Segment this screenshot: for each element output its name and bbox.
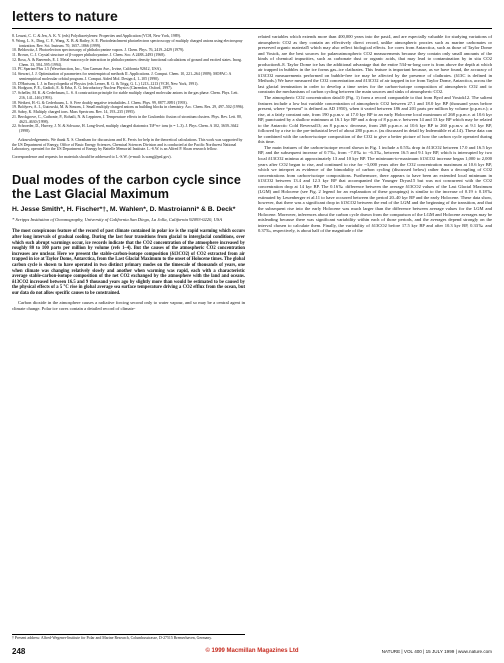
reference-item: 12. Rosa, A. & Baerends, E. J. Metal-macrocycle interaction in phthalocyanines: density functional calculations of ground and excited states. Inorg. Chem. 33, 584–595 (1994). bbox=[12, 57, 242, 67]
body-paragraph: The main features of the carbon-isotope record shown in Fig. 1 include a 0.5‰ drop in δ13CO2 between 17.0 and 16.5 kyr BP, and the subsequent increase of 0.7‰, from −7.0‰ to −6.3‰, between 16.5 and 9.1 kyr BP, which is interrupted by two local δ13CO2 minima at approximately 13 and 10 kyr BP. The minimum-to-maximum δ13CO2 increase began 1,000 to 2,000 years after CO2 began to rise, and continued to rise for ~3,000 years after the CO2 concentration maximum at 10.6 kyr BP, which we interpret as evidence of the bimodality of carbon cycling (discussed below) rather than a decoupling of CO2 concentrations from carbon-isotope compositions. Furthermore, there appears to have been an extended local minimum in δ13CO2 between 13.4 and 12.3 kyr BP that accompanied the Younger Dryas15 but was not concurrent with the CO2 concentration drop at 14 kyr BP. The 0.16‰ difference between the average δ13CO2 values of the Last Glacial Maximum (LGM) and Holocene (see Fig. 2 legend for an explanation of these groupings) is similar to the increase of 0.19 ± 0.18‰ estimated by Leuenberger et al.11 to have occurred between the period 20–40 kyr BP and the early Holocene. These data show, however, that there was a significant drop in δ13CO2 between the end of the LGM and the beginning of the transition, and that the subsequent rise into the early Holocene was much larger than the difference between average values for the LGM and Holocene. Moreover, inferences about the carbon cycle drawn from the comparison of the LGM and Holocene averages may be misleading because there was significant variability within each of those periods, and the averages depend strongly on the interval chosen to calculate them. Finally, the variability of δ13CO2 before 17.5 kyr BP and after 10.3 kyr BP, 0.33‰ and 0.37‰, respectively, is about half of the magnitude of the bbox=[258, 144, 492, 234]
footnote: † Present address: Alfred-Wegener-Institute for Polar and Marine Research, Columbusstrasse, D-27515 Bremerhaven, Germany. bbox=[12, 634, 245, 641]
reference-item: 10. Beldowitz, J. Photoelectron spectroscopy of phthalocyanine vapors. J. Chem. Phys. 76, 2419–2429 (1979). bbox=[12, 48, 185, 53]
journal-citation: NATURE | VOL 400 | 15 JULY 1999 | www.nature.com bbox=[381, 649, 492, 654]
reference-item: 15. D'Hartsons, I. J. in Encyclopedia of Physics (eds Lerner, R. G. & Trigg, G. L.) 1213–1213 (VCH, New York, 1991). bbox=[12, 81, 199, 86]
page-header bbox=[12, 8, 492, 28]
reference-item: 19. Boldyrev, A. I., Gutowski, M. & Simons, J. Small multiply charged anions as building blocks in chemistry. Acc. Chem. Res. 29, 497–502 (1996). bbox=[12, 105, 244, 110]
abstract: The most conspicuous feature of the record of past climate contained in polar ice is the rapid warming which occurs after long intervals of gradual cooling. During the last four transitions from glacial to interglacial conditions, over which such abrupt warmings occur, ice records indicate that the CO2 concentration of the atmosphere increased by roughly 80 to 100 parts per million by volume (refs 1–4). But the causes of the atmospheric CO2 concentration increases are unclear. Here we present the stable-carbon-isotope composition (δ13CO2) of CO2 extracted from air trapped in ice at Taylor Dome, Antarctica, from the Last Glacial Maximum to the onset of Holocene times. The global carbon cycle is shown to have operated in two distinct primary modes on the timescale of thousands of years, one when climate was changing relatively slowly and another when warming was rapid, each with a characteristic average stable-carbon-isotope composition of the net CO2 exchanged by the atmosphere with the land and oceans. δ13CO2 increased between 16.5 and 9 thousand years ago by slightly more than would be estimated to be caused by the physical effects of a 5 °C rise in global average sea surface temperature driving a CO2 efflux from the ocean, but our data do not allow specific causes to be constrained. bbox=[12, 229, 245, 296]
reference-item: 8. Leuzzi, C. C. & Jen, A. K. Y. (eds) Polydiacetylenes: Properties and Application (VCH, New York, 1989). bbox=[12, 34, 181, 38]
reference-item: 18. Weikert, H.-G. & Cederbaum, L. S. Free doubly negative tetrahalides. J. Chem. Phys. 99, 8877–8891 (1993). bbox=[12, 100, 188, 105]
reference-item: 17. Scheller, M. K. & Cederbaum, L. S. A construction principle for stable multiply charged molecular anions in the gas phase. Chem. Phys. Lett. 216, 141–146 (1993). bbox=[12, 91, 239, 100]
reference-item: 11. Brown, C. J. Crystal structure of β-copper phthalocyanine. J. Chem. Soc. A 2488–2493 (1968). bbox=[12, 53, 166, 57]
reference-item: 20. Sabry, K. Multiply charged ions. Mass Spectrom. Rev. 14, 193–235 (1995). bbox=[12, 110, 136, 114]
correspondence-note: Correspondence and requests for materials should be addressed to L.-S.W. (e-mail: ls.wang@pnl.gov). bbox=[12, 155, 172, 159]
affiliation: * Scripps Institution of Oceanography, University of California San Diego, La Jolla, California 92093-0220, USA bbox=[12, 216, 223, 222]
author-list: H. Jesse Smith*, H. Fischer*†, M. Wahlen*, D. Mastroianni* & B. Deck* bbox=[12, 205, 236, 213]
footnote-block bbox=[12, 634, 245, 646]
reference-item: 14. Stewart, J. J. Optimization of parameters for semiempirical methods II. Applications. J. Comput. Chem. 10, 221–264 (1989); MOPAC: A semiempirical molecular orbital program. J. Comput. Aided Mol. Design 4, 1–105 (1990). bbox=[12, 72, 232, 81]
page-number: 248 bbox=[12, 647, 26, 656]
reference-item: 9. Wong, L. S., Ding, C. F., Wang, X. B. & Bailey, S. E. Photodetachment photoelectron spectroscopy of multiply charged anions using electrospray ionization. Rev. Sci. Instrum. 70, 1657–1866 (1999). bbox=[12, 38, 243, 48]
copyright-notice: © 1999 Macmillan Magazines Ltd bbox=[205, 648, 299, 654]
intro-paragraph: Carbon dioxide in the atmosphere causes a radiative forcing second only to water vapour, and so may be a central agent in climate change. Polar ice cores contain a detailed record of climate- bbox=[12, 300, 245, 312]
header-rule bbox=[12, 28, 492, 29]
reference-list bbox=[12, 34, 245, 160]
left-column bbox=[12, 34, 245, 312]
section-title: letters to nature bbox=[12, 8, 118, 24]
body-paragraph: related variables which extends more than 400,000 years into the past4, and are especially valuable for studying variations of atmospheric CO2 as they contain an effectively direct record, unlike atmospheric proxies such as marine carbonates or preserved organic material5 which may also reflect biological effects. Ice cores from Antarctica, such as those of Taylor Dome and Vostok, are the best sources for palaeoatmospheric CO2 measurements because they contain only small amounts of the kinds of chemical impurities, such as carbonate dust or organic acids, that may lead to contamination by in situ CO2 production6–8. Taylor Dome ice has the additional advantage that the entire 534-m-long core is from above the depth at which air trapped in bubbles in the ice forms gas–ice clathrates. This feature is important because, as we have found, the accuracy of δ13CO2 measurements performed on bubble-free ice may be affected by the presence of clathrates. (δ13C is defined in Methods.) We have measured the CO2 concentration and δ13CO2 of air trapped in ice from Taylor Dome, Antarctica, across the last glacial termination in order to develop a time series for the carbon-isotope composition of atmospheric CO2 and to constrain the mechanisms of carbon cycling between the main sources and sinks of atmospheric CO2. bbox=[258, 34, 492, 95]
reference-item: 22. Schroeder, D., Harvey, J. N. & Schwarz, H. Long-lived, multiply charged diatomics TiF^n+ ions (n = 1–3). J. Phys. Chem. A 102, 3639–3642 (1998). bbox=[12, 124, 239, 133]
right-column bbox=[258, 34, 492, 234]
article-title: Dual modes of the carbon cycle since the Last Glacial Maximum bbox=[12, 172, 241, 201]
body-paragraph: The atmospheric CO2 concentration data10 (Fig. 1) form a record comparable to that from Byrd and Vostok12. The salient features include a low but variable concentration of atmospheric CO2 between 27.1 and 18.0 kyr BP (thousand years before present, where “present” is defined as AD 1950), when it varied between 186 and 201 parts per million by volume (p.p.m.v.); a rise, at a fairly constant rate, from 190 p.p.m.v. at 17.0 kyr BP to an early Holocene local maximum of 268 p.p.m.v. at 10.6 kyr BP, punctuated by a shallow minimum at 16.1 kyr BP and a drop of 8 p.p.m.v. between 14 and 13 kyr BP which may be related to the Antarctic Cold Reversal13; an 8 p.p.m.v. decrease, from 268 p.p.m.v. at 10.6 kyr BP to 260 p.p.m.v. at 9.1 kyr BP, followed by a rise to the pre-industrial level of about 280 p.p.m.v. (as discussed in detail by Indermühle et al.14). These data can be combined with the carbon-isotope composition of the CO2 to give a better picture of how the carbon cycle operated during this time. bbox=[258, 95, 492, 145]
reference-item: 21. Berckgrove, C., Cathonie, P., Rohaili, N. & Leppinen, J. Temperature effects in the Coulombic fission of strontium clusters. Phys. Rev. Lett. 80, 4623–4630 (1998). bbox=[12, 114, 242, 124]
page-footer bbox=[0, 645, 504, 659]
reference-item: 13. PC Spartan Plus 1.5 (Wavefunction, Inc., Van Carman Ave., Irvine, California 92612, USA). bbox=[12, 67, 162, 72]
acknowledgements: Acknowledgements. We thank X. S. Cheatham for discussions and K. Ferris for help in the theoretical calculations. This work was supported by the US Department of Energy, Office of Basic Energy Sciences, Chemical Sciences Division and is conducted at the Pacific Northwest National Laboratory, operated for the US Department of Energy by Battelle Memorial Institute. L.-S.W. is an Alfred P. Sloan research fellow. bbox=[12, 137, 243, 152]
reference-item: 16. Hodgson, P. E., Gadioli, E. & Erba, E. G. Introductory Nuclear Physics (Clarendon, Oxford, 1997). bbox=[12, 86, 173, 91]
